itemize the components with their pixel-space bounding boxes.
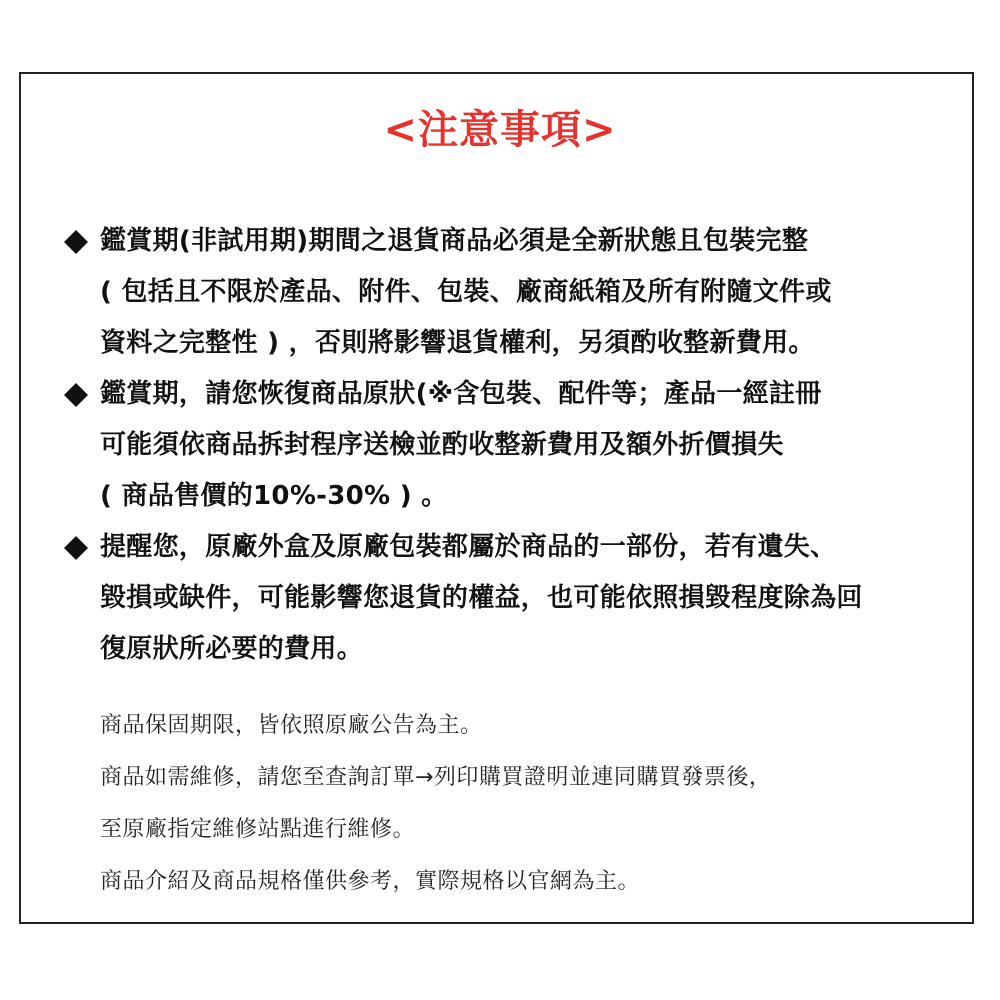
bullet-line: 提醒您，原廠外盒及原廠包裝都屬於商品的一部份，若有遺失、 bbox=[100, 532, 837, 562]
bullet-item-packaging-reminder bbox=[62, 522, 962, 675]
info-line-warranty: 商品保固期限，皆依照原廠公告為主。 bbox=[100, 713, 483, 738]
info-line-repair-station: 至原廠指定維修站點進行維修。 bbox=[100, 817, 416, 842]
bullet-list bbox=[62, 216, 962, 675]
bullet-line: 資料之完整性 ) ，否則將影響退貨權利，另須酌收整新費用。 bbox=[100, 328, 815, 358]
diamond-icon bbox=[64, 230, 88, 254]
notice-title: <注意事項> bbox=[383, 107, 617, 153]
bullet-line: 毀損或缺件，可能影響您退貨的權益，也可能依照損毀程度除為回 bbox=[100, 583, 863, 613]
bullet-item-restore-product bbox=[62, 369, 962, 522]
bullet-line: ( 商品售價的10%-30% ) 。 bbox=[100, 481, 448, 511]
bullet-line: 可能須依商品拆封程序送檢並酌收整新費用及額外折價損失 bbox=[100, 430, 784, 460]
info-list bbox=[100, 700, 960, 908]
bullet-line: 鑑賞期(非試用期)期間之退貨商品必須是全新狀態且包裝完整 bbox=[100, 226, 809, 256]
diamond-icon bbox=[64, 383, 88, 407]
bullet-line: 復原狀所必要的費用。 bbox=[100, 634, 364, 664]
diamond-icon bbox=[64, 536, 88, 560]
info-line-repair: 商品如需維修，請您至查詢訂單→列印購買證明並連同購買發票後， bbox=[100, 765, 772, 790]
bullet-line: ( 包括且不限於產品、附件、包裝、廠商紙箱及所有附隨文件或 bbox=[100, 277, 832, 307]
bullet-line: 鑑賞期，請您恢復商品原狀(※含包裝、配件等；產品一經註冊 bbox=[100, 379, 822, 409]
info-line-spec-reference: 商品介紹及商品規格僅供參考，實際規格以官網為主。 bbox=[100, 869, 641, 894]
bullet-item-return-condition bbox=[62, 216, 962, 369]
